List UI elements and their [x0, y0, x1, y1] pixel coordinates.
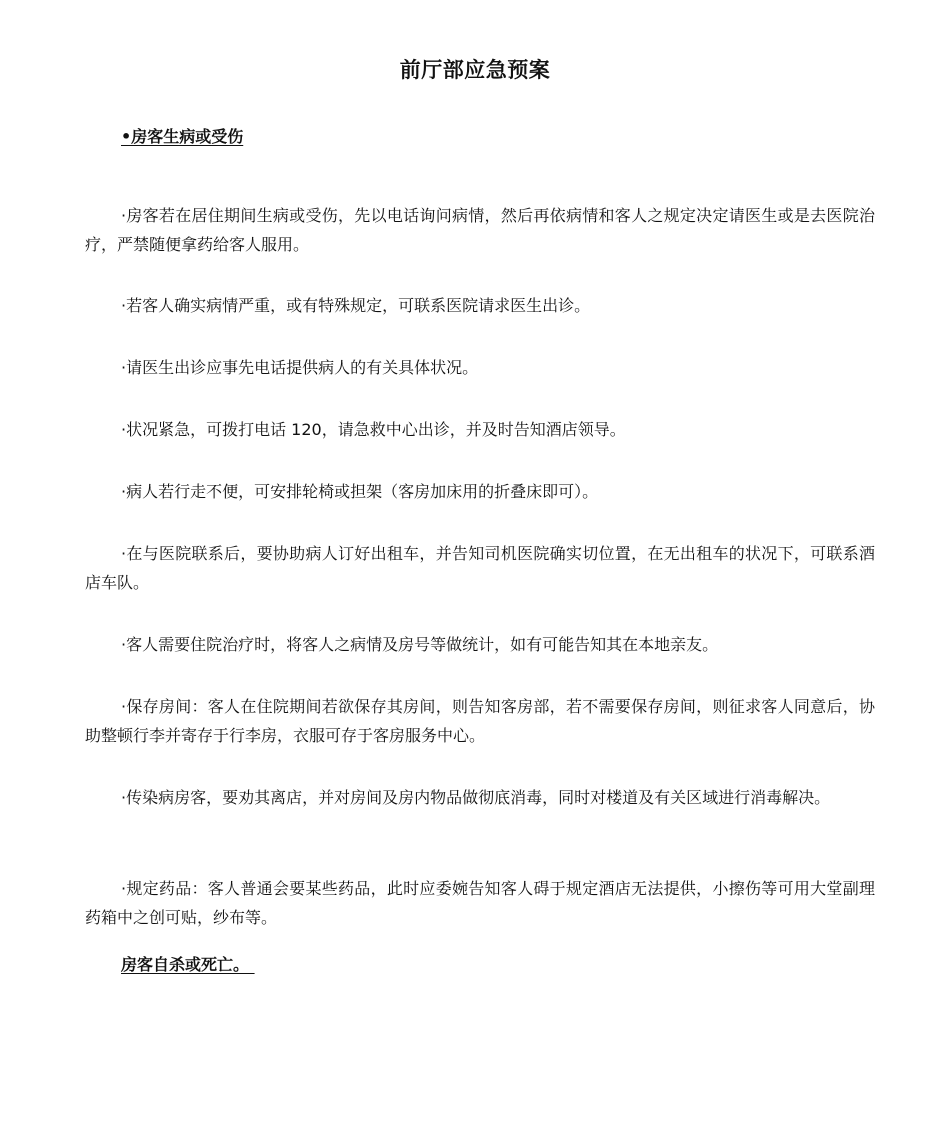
paragraph: ·保存房间：客人在住院期间若欲保存其房间，则告知客房部，若不需要保存房间，则征求客人同意后，协助整顿行李并寄存于行李房，衣服可存于客房服务中心。	[85, 697, 875, 745]
section-heading-guest-death: 房客自杀或死亡。	[121, 955, 255, 974]
paragraph: ·规定药品：客人普通会要某些药品，此时应委婉告知客人碍于规定酒店无法提供，小擦伤等可用大堂副理药箱中之创可贴，纱布等。	[85, 879, 875, 927]
paragraph: ·客人需要住院治疗时，将客人之病情及房号等做统计，如有可能告知其在本地亲友。	[121, 635, 719, 654]
document-title: 前厅部应急预案	[399, 58, 551, 82]
section-heading-guest-illness: •房客生病或受伤	[121, 127, 244, 146]
paragraph: ·若客人确实病情严重，或有特殊规定，可联系医院请求医生出诊。	[121, 296, 591, 315]
paragraph: ·请医生出诊应事先电话提供病人的有关具体状况。	[121, 358, 479, 377]
paragraph: ·在与医院联系后，要协助病人订好出租车，并告知司机医院确实切位置，在无出租车的状况下，可联系酒店车队。	[85, 544, 875, 592]
paragraph: ·状况紧急，可拨打电话 120，请急救中心出诊，并及时告知酒店领导。	[121, 420, 626, 439]
paragraph: ·房客若在居住期间生病或受伤，先以电话询问病情，然后再依病情和客人之规定决定请医生或是去医院治疗，严禁随便拿药给客人服用。	[85, 206, 875, 254]
paragraph: ·传染病房客，要劝其离店，并对房间及房内物品做彻底消毒，同时对楼道及有关区域进行消毒解决。	[121, 788, 831, 807]
paragraph: ·病人若行走不便，可安排轮椅或担架（客房加床用的折叠床即可）。	[121, 482, 599, 501]
